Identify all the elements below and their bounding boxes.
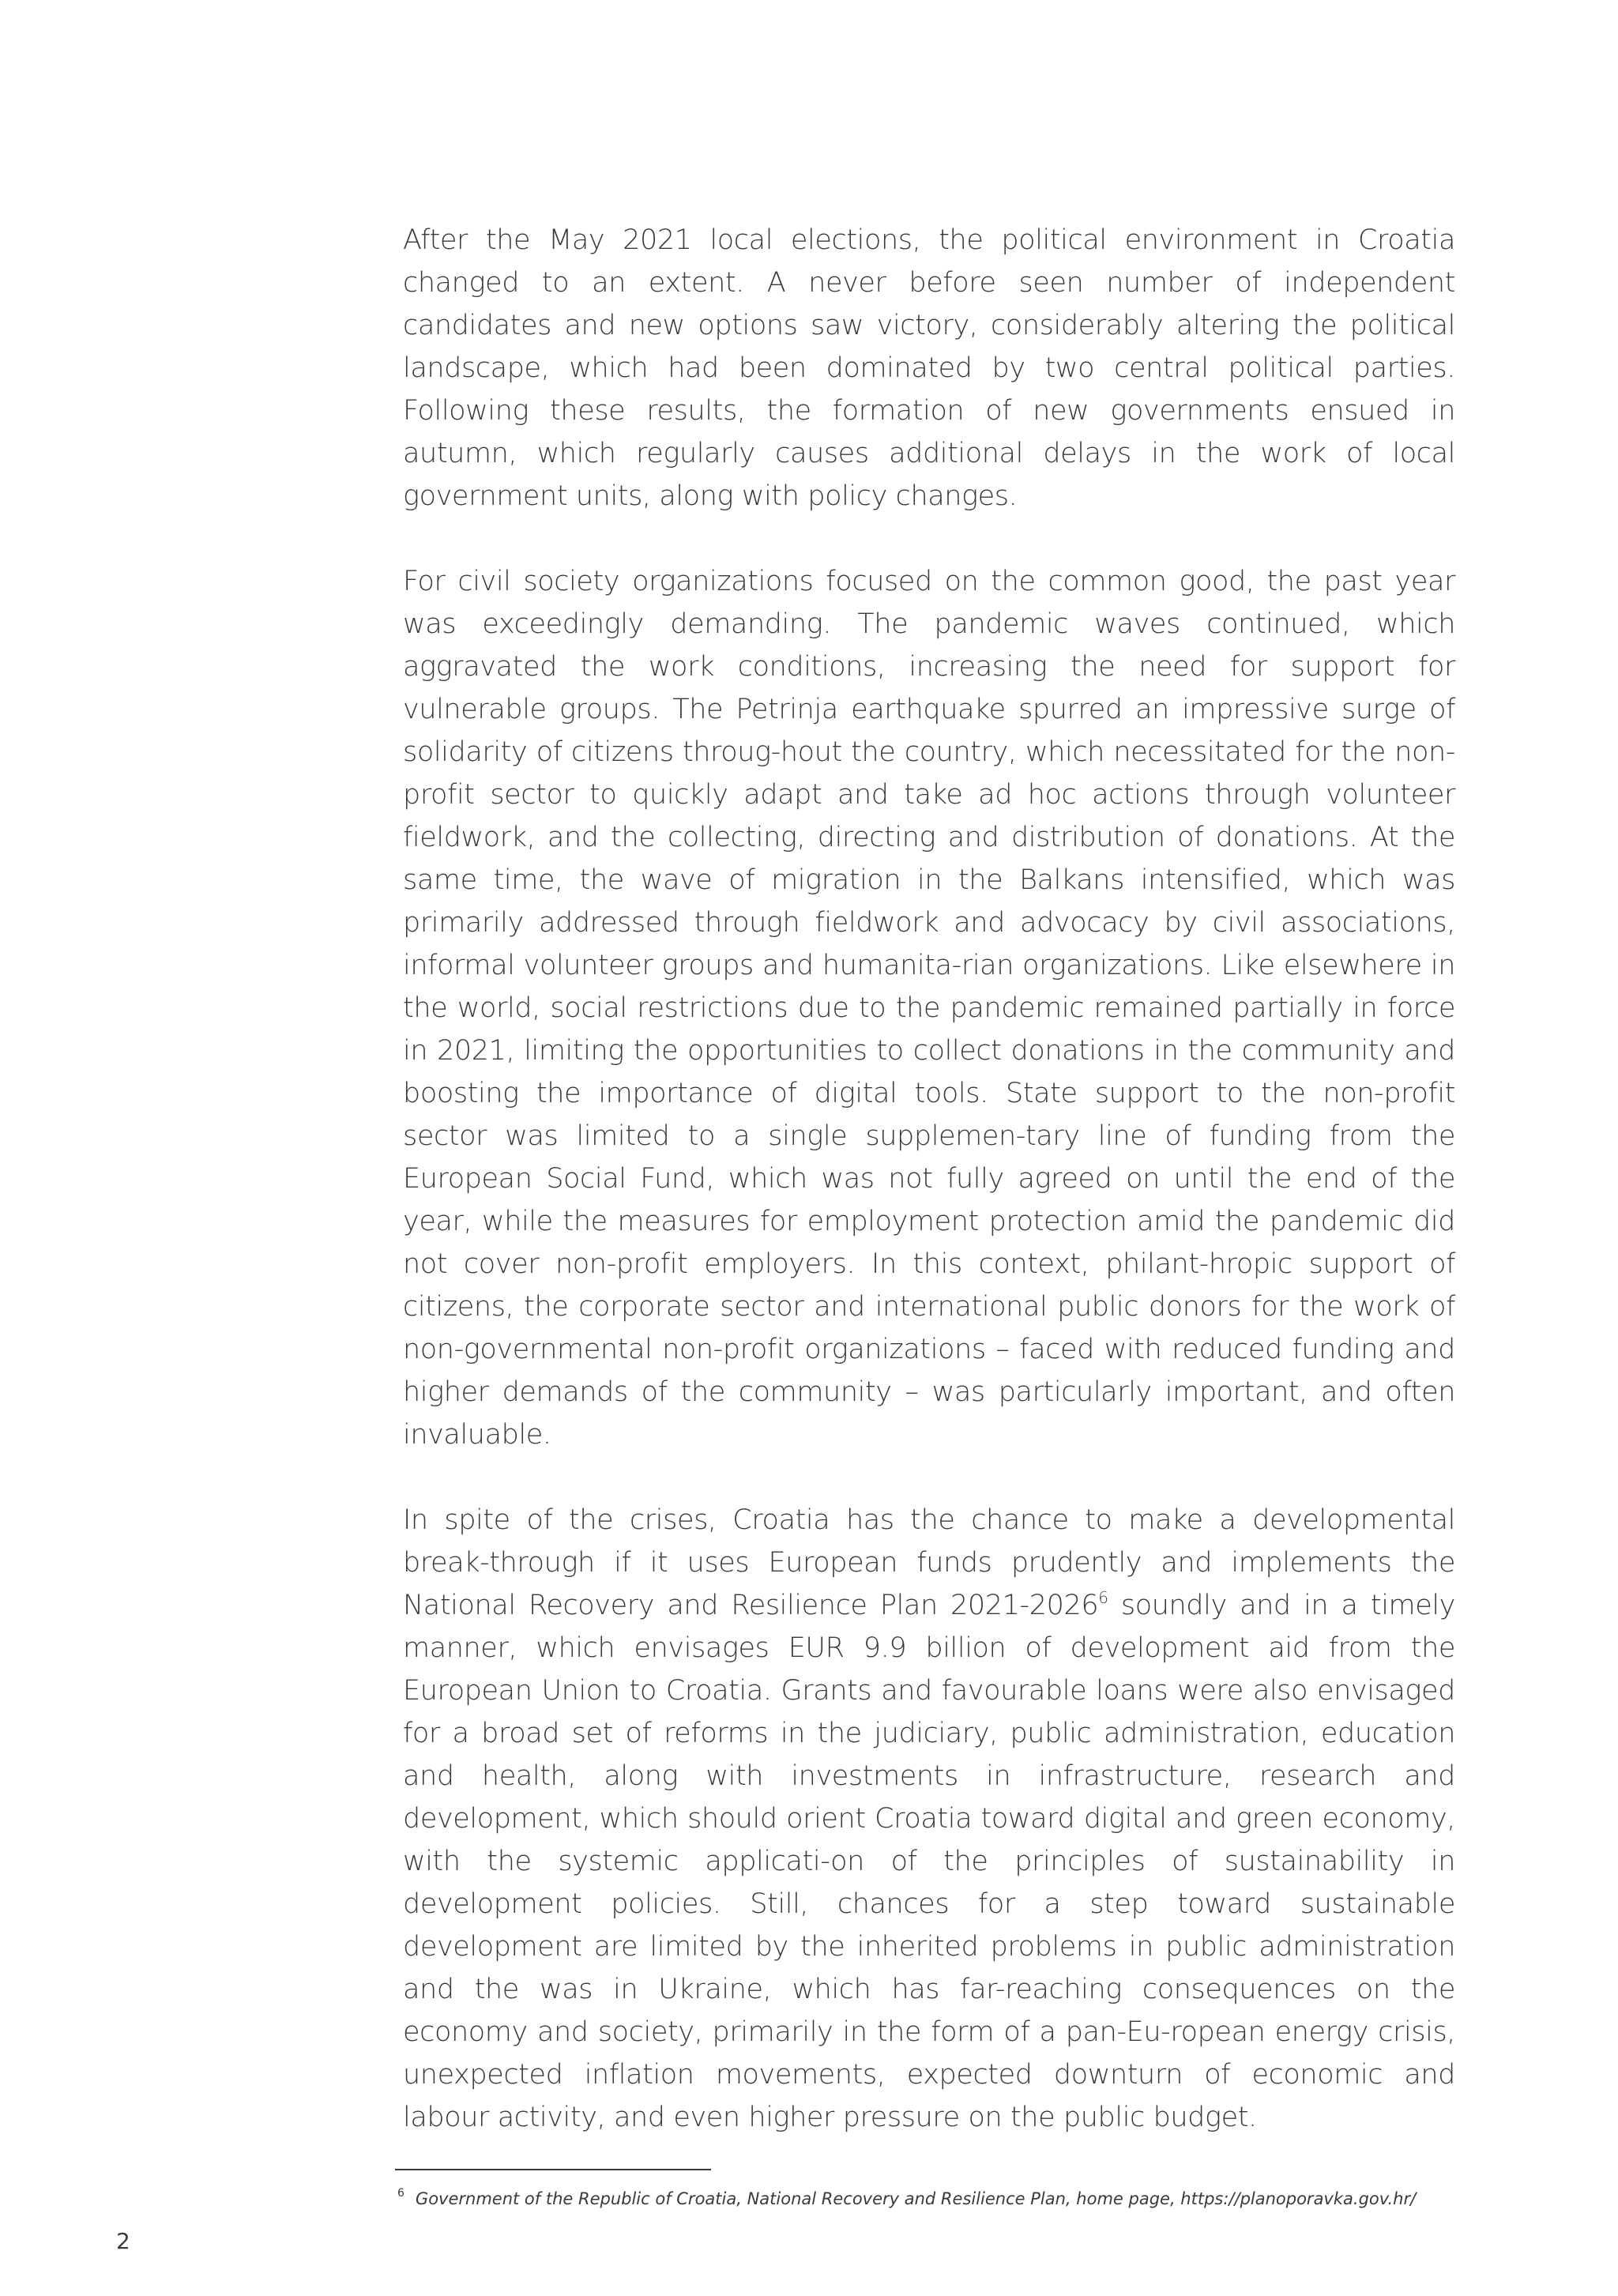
footnote-text: Government of the Republic of Croatia, National Recovery and Resilience Plan, home page, https://planoporavka.gov.hr/	[415, 2189, 1417, 2208]
paragraph-2: For civil society organizations focused on the common good, the past year was exceedingly demanding. The pandemic waves continued, which aggravated the work conditions, increasing the need for support for vulnerable groups. The Petrinja earthquake spurred an impressive surge of solidarity of citizens throug-hout the country, which necessitated for the non-profit sector to quickly adapt and take ad hoc actions through volunteer fieldwork, and the collecting, directing and distribution of donations. At the same time, the wave of migration in the Balkans intensified, which was primarily addressed through fieldwork and advocacy by civil associations, informal volunteer groups and humanita-rian organizations. Like elsewhere in the world, social restrictions due to the pandemic remained partially in force in 2021, limiting the opportunities to collect donations in the community and boosting the importance of digital tools. State support to the non-profit sector was limited to a single supplemen-tary line of funding from the European Social Fund, which was not fully agreed on until the end of the year, while the measures for employment protection amid the pandemic did not cover non-profit employers. In this context, philant-hropic support of citizens, the corporate sector and international public donors for the work of non-governmental non-profit organizations – faced with reduced funding and higher demands of the community – was particularly important, and often invaluable.	[403, 566, 1455, 1451]
footnote-divider	[395, 2169, 711, 2170]
paragraph-3	[403, 1499, 1455, 2139]
paragraph-1: After the May 2021 local elections, the political environment in Croatia changed to an extent. A never before seen number of independent candidates and new options saw victory, considerably altering the political landscape, which had been dominated by two central political parties. Following these results, the formation of new governments ensued in autumn, which regularly causes additional delays in the work of local government units, along with policy changes.	[403, 224, 1455, 512]
body-text	[403, 219, 1455, 2139]
paragraph-3-part-2: soundly and in a timely manner, which envisages EUR 9.9 billion of development aid from the European Union to Croatia. Grants and favourable loans were also envisaged for a broad set of reforms in the judiciary, public administration, education and health, along with investments in infrastructure, research and development, which should orient Croatia toward digital and green economy, with the systemic applicati-on of the principles of sustainability in development policies. Still, chances for a step toward sustainable development are limited by the inherited problems in public administration and the was in Ukraine, which has far-reaching consequences on the economy and society, primarily in the form of a pan-Eu-ropean energy crisis, unexpected inflation movements, expected downturn of economic and labour activity, and even higher pressure on the public budget.	[403, 1590, 1455, 2133]
footnote	[397, 2187, 1456, 2211]
page-number: 2	[116, 2228, 130, 2254]
footnote-reference[interactable]: 6	[1098, 1588, 1108, 1607]
footnote-number: 6	[397, 2187, 404, 2200]
paragraph-3-part-1: In spite of the crises, Croatia has the chance to make a developmental break-through if it uses European funds prudently and implements the National Recovery and Resilience Plan 2021-2026	[403, 1504, 1455, 1621]
